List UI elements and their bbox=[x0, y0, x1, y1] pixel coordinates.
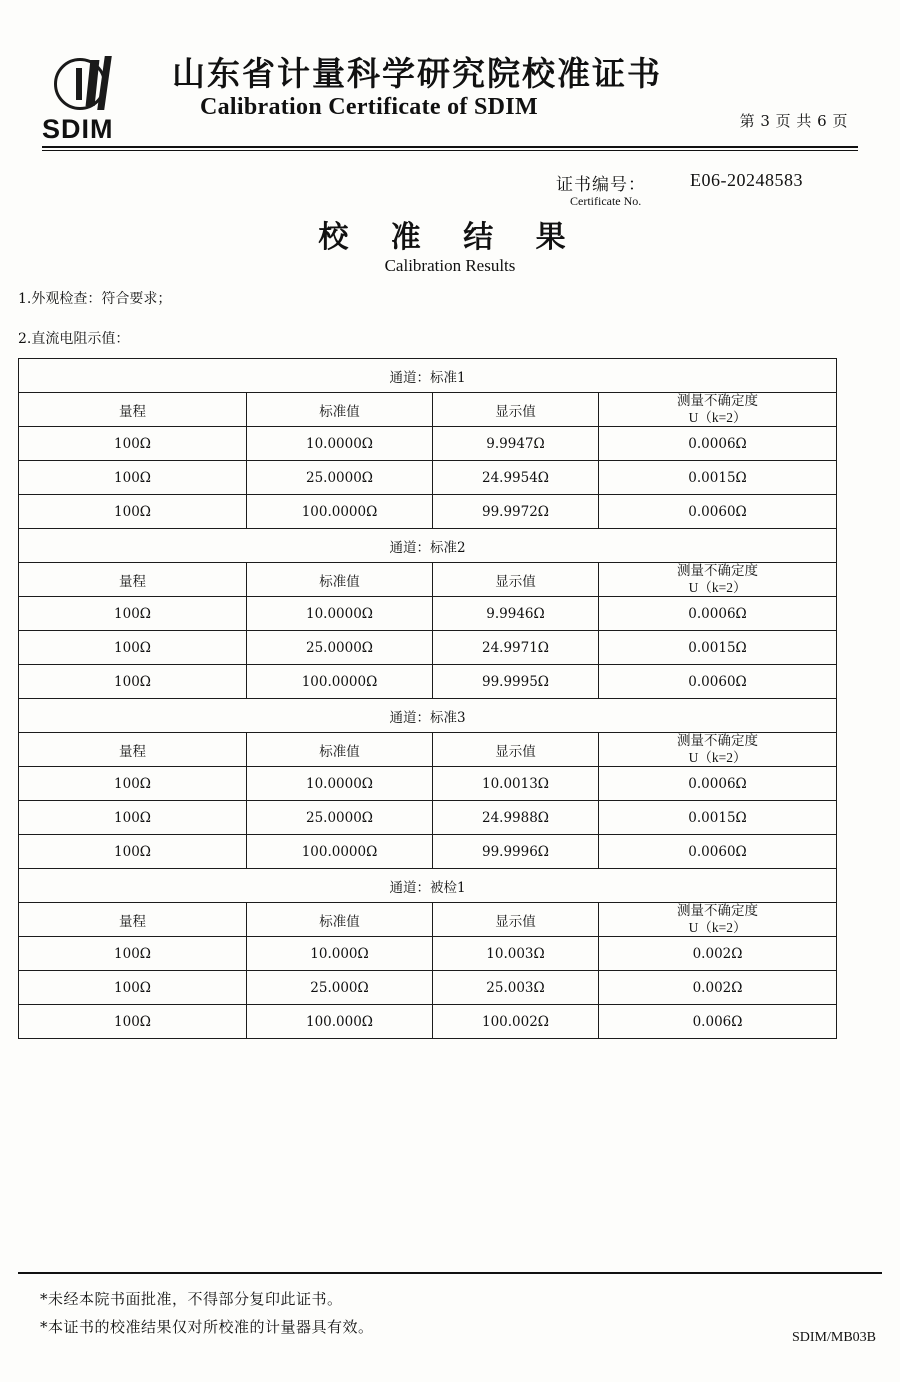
cell-display: 25.003Ω bbox=[433, 971, 599, 1005]
cell-display: 10.003Ω bbox=[433, 937, 599, 971]
uncertainty-title: 测量不确定度 bbox=[677, 392, 759, 409]
column-header-range: 量程 bbox=[19, 563, 247, 597]
cell-range: 100Ω bbox=[19, 767, 247, 801]
certificate-number-label-en: Certificate No. bbox=[570, 194, 642, 208]
header-divider bbox=[42, 146, 858, 151]
column-header-range: 量程 bbox=[19, 733, 247, 767]
table-row bbox=[19, 597, 837, 631]
channel-header-row bbox=[19, 869, 837, 903]
document-title-cn: 山东省计量科学研究院校准证书 bbox=[172, 54, 662, 93]
uncertainty-subtitle: U（k=2） bbox=[688, 409, 747, 425]
cell-standard: 10.000Ω bbox=[247, 937, 433, 971]
column-header-display: 显示值 bbox=[433, 733, 599, 767]
footnote-copy-restriction: *未经本院书面批准，不得部分复印此证书。 bbox=[40, 1290, 343, 1308]
uncertainty-subtitle: U（k=2） bbox=[688, 749, 747, 765]
logo-text: SDIM bbox=[42, 114, 114, 144]
uncertainty-subtitle: U（k=2） bbox=[688, 579, 747, 595]
channel-label: 通道：标准2 bbox=[19, 529, 837, 563]
table-row bbox=[19, 835, 837, 869]
table-row bbox=[19, 495, 837, 529]
cell-range: 100Ω bbox=[19, 427, 247, 461]
table-row bbox=[19, 427, 837, 461]
cell-uncertainty: 0.0006Ω bbox=[599, 427, 837, 461]
results-title-cn: 校 准 结 果 bbox=[318, 220, 582, 255]
cell-range: 100Ω bbox=[19, 597, 247, 631]
column-header-standard: 标准值 bbox=[247, 563, 433, 597]
cell-standard: 100.000Ω bbox=[247, 1005, 433, 1039]
cell-range: 100Ω bbox=[19, 1005, 247, 1039]
cell-display: 9.9946Ω bbox=[433, 597, 599, 631]
cell-uncertainty: 0.0060Ω bbox=[599, 835, 837, 869]
cell-display: 24.9988Ω bbox=[433, 801, 599, 835]
column-header-standard: 标准值 bbox=[247, 393, 433, 427]
cell-standard: 25.000Ω bbox=[247, 971, 433, 1005]
column-header-display: 显示值 bbox=[433, 393, 599, 427]
cell-range: 100Ω bbox=[19, 937, 247, 971]
cell-uncertainty: 0.002Ω bbox=[599, 937, 837, 971]
results-table-wrapper bbox=[18, 358, 836, 1039]
cell-range: 100Ω bbox=[19, 631, 247, 665]
table-row bbox=[19, 461, 837, 495]
uncertainty-title: 测量不确定度 bbox=[677, 562, 759, 579]
cell-uncertainty: 0.006Ω bbox=[599, 1005, 837, 1039]
cell-uncertainty: 0.0015Ω bbox=[599, 801, 837, 835]
column-header-standard: 标准值 bbox=[247, 903, 433, 937]
cell-standard: 25.0000Ω bbox=[247, 801, 433, 835]
cell-standard: 100.0000Ω bbox=[247, 495, 433, 529]
form-code: SDIM/MB03B bbox=[791, 1330, 876, 1345]
table-row bbox=[19, 1005, 837, 1039]
column-header-row bbox=[19, 733, 837, 767]
channel-header-row bbox=[19, 529, 837, 563]
sdim-logo-icon bbox=[54, 56, 116, 116]
column-header-uncertainty bbox=[599, 393, 837, 427]
document-title-en: Calibration Certificate of SDIM bbox=[200, 94, 538, 120]
column-header-row bbox=[19, 563, 837, 597]
cell-display: 24.9971Ω bbox=[433, 631, 599, 665]
cell-standard: 100.0000Ω bbox=[247, 665, 433, 699]
cell-display: 100.002Ω bbox=[433, 1005, 599, 1039]
results-table bbox=[18, 358, 837, 1039]
cell-uncertainty: 0.002Ω bbox=[599, 971, 837, 1005]
cell-display: 24.9954Ω bbox=[433, 461, 599, 495]
column-header-row bbox=[19, 393, 837, 427]
certificate-number-label-cn: 证书编号： bbox=[556, 175, 646, 195]
column-header-display: 显示值 bbox=[433, 563, 599, 597]
column-header-display: 显示值 bbox=[433, 903, 599, 937]
channel-header-row bbox=[19, 359, 837, 393]
uncertainty-subtitle: U（k=2） bbox=[688, 919, 747, 935]
cell-uncertainty: 0.0015Ω bbox=[599, 461, 837, 495]
cell-range: 100Ω bbox=[19, 461, 247, 495]
table-row bbox=[19, 767, 837, 801]
table-row bbox=[19, 665, 837, 699]
cell-standard: 25.0000Ω bbox=[247, 631, 433, 665]
uncertainty-title: 测量不确定度 bbox=[677, 732, 759, 749]
cell-range: 100Ω bbox=[19, 665, 247, 699]
cell-uncertainty: 0.0060Ω bbox=[599, 665, 837, 699]
cell-display: 9.9947Ω bbox=[433, 427, 599, 461]
results-title-en: Calibration Results bbox=[384, 256, 516, 275]
channel-label: 通道：被检1 bbox=[19, 869, 837, 903]
table-row bbox=[19, 971, 837, 1005]
cell-standard: 100.0000Ω bbox=[247, 835, 433, 869]
column-header-uncertainty bbox=[599, 733, 837, 767]
logo-bar-1 bbox=[76, 68, 82, 100]
sdim-logo bbox=[42, 56, 146, 142]
cell-range: 100Ω bbox=[19, 971, 247, 1005]
section-dc-resistance: 2.直流电阻示值： bbox=[18, 331, 130, 347]
cell-range: 100Ω bbox=[19, 801, 247, 835]
column-header-range: 量程 bbox=[19, 903, 247, 937]
column-header-standard: 标准值 bbox=[247, 733, 433, 767]
table-row bbox=[19, 801, 837, 835]
column-header-uncertainty bbox=[599, 903, 837, 937]
cell-display: 99.9996Ω bbox=[433, 835, 599, 869]
channel-label: 通道：标准1 bbox=[19, 359, 837, 393]
uncertainty-title: 测量不确定度 bbox=[677, 902, 759, 919]
page-indicator: 第 3 页 共 6 页 bbox=[739, 112, 848, 130]
column-header-uncertainty bbox=[599, 563, 837, 597]
channel-header-row bbox=[19, 699, 837, 733]
cell-range: 100Ω bbox=[19, 835, 247, 869]
cell-display: 99.9995Ω bbox=[433, 665, 599, 699]
cell-display: 99.9972Ω bbox=[433, 495, 599, 529]
channel-label: 通道：标准3 bbox=[19, 699, 837, 733]
cell-range: 100Ω bbox=[19, 495, 247, 529]
cell-standard: 10.0000Ω bbox=[247, 767, 433, 801]
table-row bbox=[19, 937, 837, 971]
certificate-number-value: E06-20248583 bbox=[690, 170, 803, 190]
results-table-body bbox=[19, 359, 837, 1039]
cell-standard: 10.0000Ω bbox=[247, 427, 433, 461]
cell-uncertainty: 0.0006Ω bbox=[599, 597, 837, 631]
cell-display: 10.0013Ω bbox=[433, 767, 599, 801]
document-header bbox=[42, 48, 858, 144]
cell-uncertainty: 0.0006Ω bbox=[599, 767, 837, 801]
cell-standard: 25.0000Ω bbox=[247, 461, 433, 495]
cell-uncertainty: 0.0015Ω bbox=[599, 631, 837, 665]
section-appearance-check: 1.外观检查：符合要求； bbox=[18, 291, 172, 307]
table-row bbox=[19, 631, 837, 665]
column-header-row bbox=[19, 903, 837, 937]
column-header-range: 量程 bbox=[19, 393, 247, 427]
footnote-validity: *本证书的校准结果仅对所校准的计量器具有效。 bbox=[40, 1318, 374, 1336]
cell-uncertainty: 0.0060Ω bbox=[599, 495, 837, 529]
cell-standard: 10.0000Ω bbox=[247, 597, 433, 631]
footer-divider bbox=[18, 1272, 882, 1277]
